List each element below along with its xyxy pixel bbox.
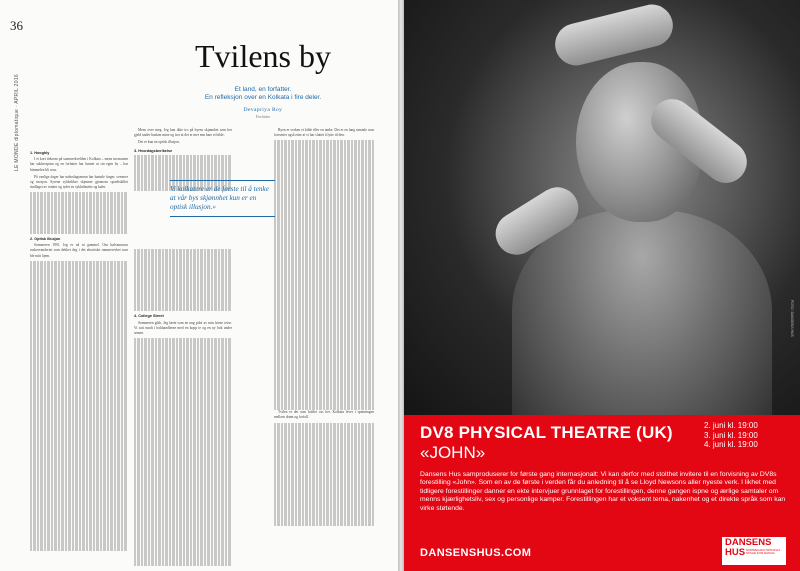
logo-tagline: NORWEGIAN NATIONAL STAGE FOR DANCE xyxy=(746,548,781,556)
paragraph: Tvilen er det som holder oss her. Kolkata lever i spenningen mellom drøm og forfall. xyxy=(274,410,374,420)
ad-panel xyxy=(404,415,800,571)
article-title: Tvilens by xyxy=(195,38,331,74)
ad-date: 3. juni kl. 19:00 xyxy=(704,430,758,440)
article-subtitle xyxy=(140,86,386,102)
section-heading: 3. Hvordagsberikelse xyxy=(134,148,173,153)
paragraph: På vanlige dager har naboslagsmenn har hamsle farger, svermer og mosjon. Syrene sykkeltker skjenner gjennom spredtskillet rindlaget av tomter og tydet av sykkelmøtte og kaler. xyxy=(30,174,128,190)
author-role: Forfatter xyxy=(256,114,270,119)
paragraph: Det er kun en optisk illusjon. xyxy=(138,140,180,145)
paragraph: Sommeren 1991. Jeg er nå ni gammel. Om hølvannsom ruskervandertet som dekket deg i det eksotiske rammeverket som ble mitt hjem. xyxy=(30,243,128,258)
ad-dates xyxy=(704,421,758,450)
logo-line-1: DANSENS xyxy=(725,537,772,548)
article-column-1 xyxy=(30,148,128,551)
ad-body-text: Dansens Hus samproduserer for første gang internasjonalt: Vi kan derfor med stolthet invitere til en forvisning av DV8s forestilling «John». Som en av de første i verden får du anledning til å se Lloyd Newsons aller nyeste verk. I likhet med tidligere forestillinger danner en ekte intervjuer grunnlaget for forestillingen, denne gangen ispne og ærlige samtaler om menns kjærlighetsliv, sex og personlige kamper. Forestillingen har et voksent tema, nakenhet og et direkte språk som kan virke støtende. xyxy=(420,471,786,512)
logo-line-2: HUS xyxy=(725,547,746,558)
paragraph: Sommeren gikk. Jeg lærte som en ung pilot av min første reise. Vi satt rundt i bokhandlerne med en kopp te og en ny bok under armen. xyxy=(134,320,232,335)
subtitle-line-1: Et land, en forfatter. xyxy=(234,86,292,93)
advertisement-page xyxy=(404,0,800,571)
dansens-hus-logo xyxy=(722,537,786,565)
subtitle-line-2: En refleksjon over en Kolkata i fire deler. xyxy=(204,94,322,101)
ad-url[interactable]: DANSENSHUS.COM xyxy=(420,547,532,559)
hand-shape xyxy=(551,0,678,70)
paragraph: Byen er verken et bilde eller en tanke. Det er en lang samtale som fortsetter også etter at vi har sluttet å lytte til den. xyxy=(274,128,374,138)
ad-date: 4. juni kl. 19:00 xyxy=(704,440,758,449)
pull-quote xyxy=(170,180,275,217)
section-heading: 4. College Street xyxy=(134,314,164,319)
page-number: 36 xyxy=(10,18,23,33)
author-byline: Devapriya Roy xyxy=(243,107,283,113)
photo-credit: FOTO: DANSENS HUS xyxy=(790,300,794,337)
section-heading: 2. Optisk illusjon xyxy=(30,236,61,241)
ad-date: 2. juni kl. 19:00 xyxy=(704,421,758,430)
torso-shape xyxy=(512,210,772,415)
paragraph: I et kort tidsrom på sommerkvelden i Kolkata – mens monsunen har sukkerspinn og en forfatter har funnet ut sin egen by – har himmelen bli rosa. xyxy=(30,157,128,172)
article-column-3 xyxy=(274,128,374,526)
paragraph: Mens over meg. Jeg kan ikke tro på byens skjønnhet som her gjeld under husken mine og tror at det er mer enn bare et bilde. xyxy=(134,128,232,138)
quote-text: Vi kolkatere er de første til å tenke at vår bys skjønnhet kun er en optisk illusjon.» xyxy=(170,185,269,211)
ad-show-title: «JOHN» xyxy=(420,443,486,462)
section-heading: 1. Hooghly xyxy=(30,151,50,155)
dancer-photo xyxy=(404,0,800,415)
article-page xyxy=(0,0,398,571)
ad-headline: DV8 PHYSICAL THEATRE (UK) xyxy=(420,423,673,442)
running-head: LE MONDE diplomatique · APRIL 2016 xyxy=(14,74,20,172)
